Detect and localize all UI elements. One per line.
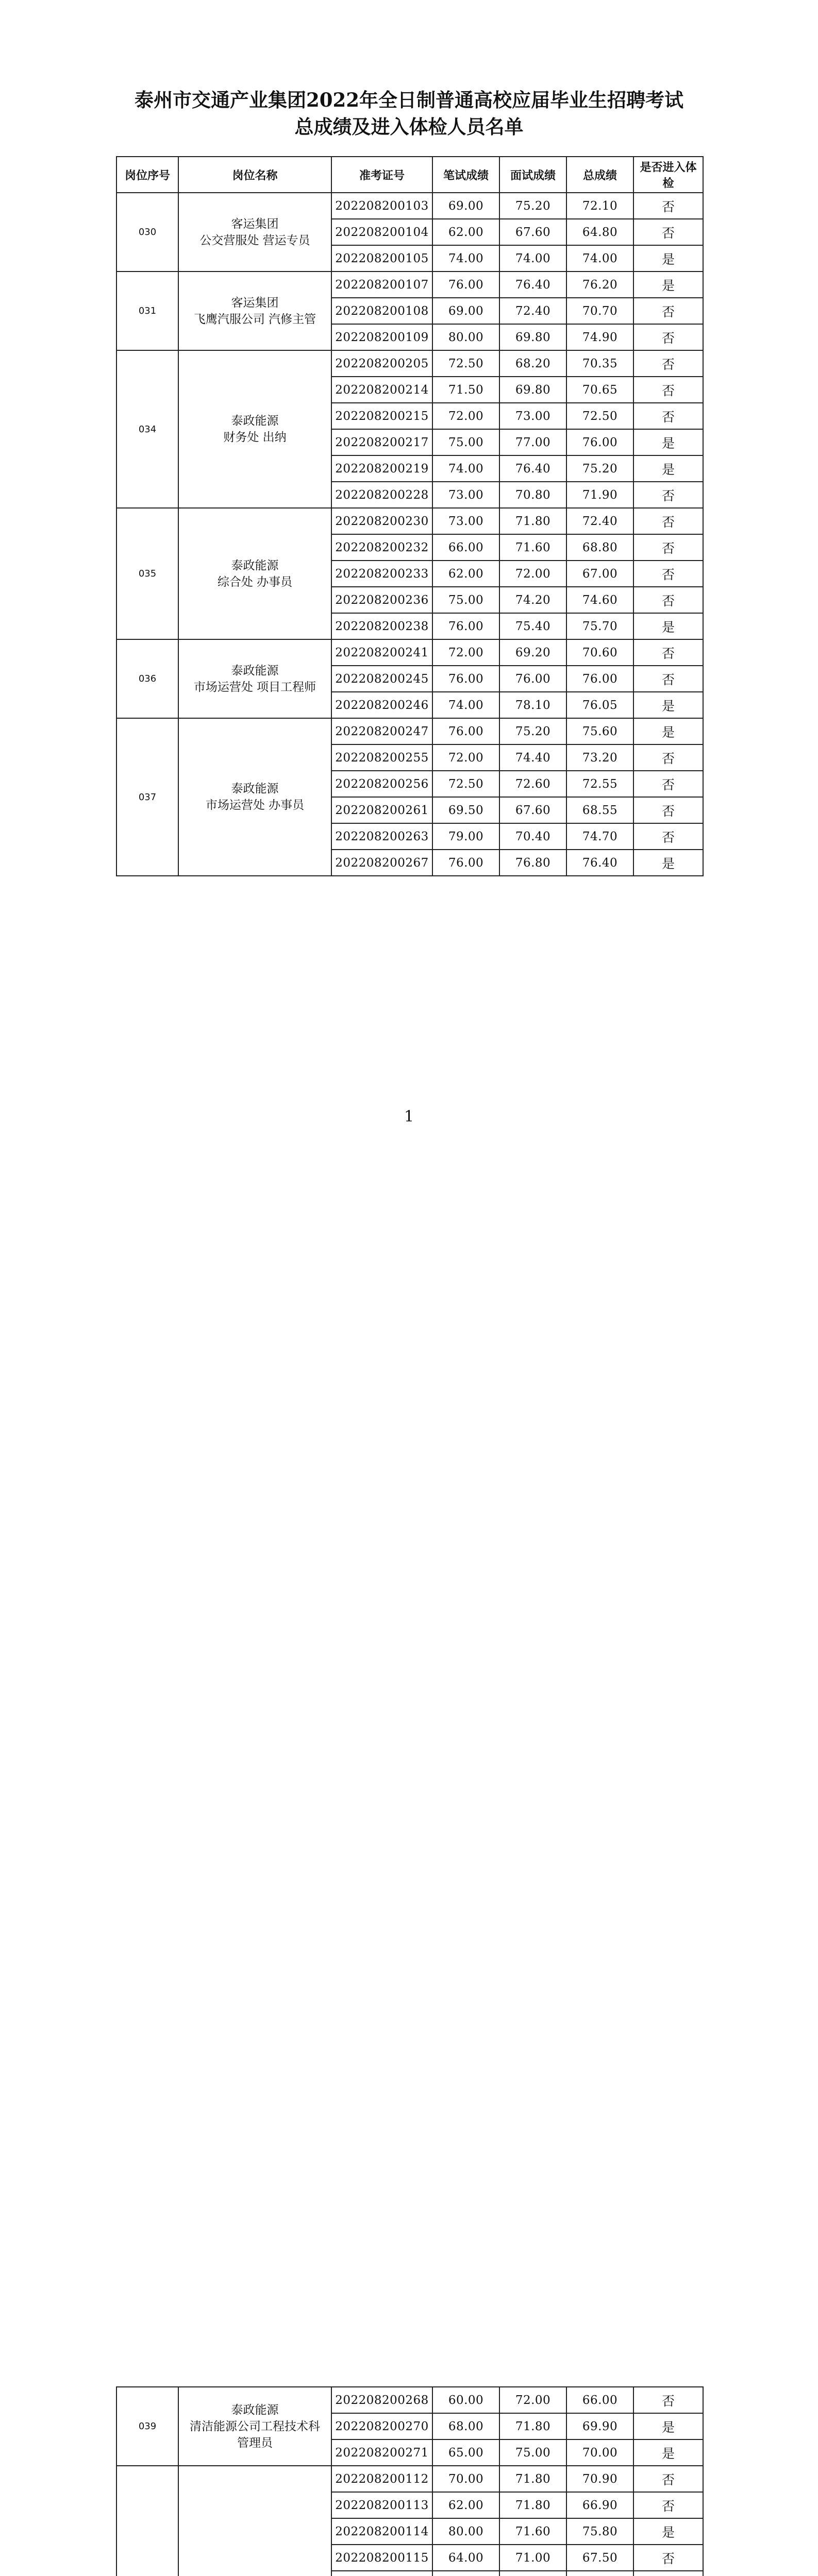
document-page-1	[0, 0, 818, 1157]
total-score: 74.70	[566, 823, 633, 850]
exam-id	[331, 2571, 432, 2576]
medical-check-status: 是	[633, 455, 703, 482]
written-score: 69.50	[432, 797, 499, 823]
header-position-name: 岗位名称	[178, 157, 331, 193]
written-score: 76.00	[432, 272, 499, 298]
written-score: 76.00	[432, 718, 499, 744]
medical-check-status: 否	[633, 219, 703, 245]
written-score: 68.00	[432, 2413, 499, 2439]
total-score: 68.55	[566, 797, 633, 823]
header-written-score: 笔试成绩	[432, 157, 499, 193]
position-number: 035	[116, 508, 178, 639]
total-score: 76.00	[566, 666, 633, 692]
medical-check-status: 是	[633, 2413, 703, 2439]
position-name-line: 泰政能源	[231, 664, 279, 677]
medical-check-status: 否	[633, 403, 703, 429]
medical-check-status: 否	[633, 771, 703, 797]
total-score: 76.00	[566, 429, 633, 455]
interview-score: 75.00	[499, 2439, 566, 2466]
header-total-score: 总成绩	[566, 157, 633, 193]
interview-score: 71.80	[499, 508, 566, 534]
interview-score: 71.80	[499, 2466, 566, 2492]
interview-score: 68.20	[499, 350, 566, 377]
total-score: 66.00	[566, 2387, 633, 2413]
total-score: 75.20	[566, 455, 633, 482]
total-score: 75.60	[566, 718, 633, 744]
position-name	[178, 350, 331, 508]
interview-score: 71.80	[499, 2413, 566, 2439]
position-name-line: 市场运营处 办事员	[205, 799, 305, 812]
exam-id: 202208200205	[331, 350, 432, 377]
written-score: 73.00	[432, 508, 499, 534]
interview-score: 70.80	[499, 482, 566, 508]
exam-id: 202208200247	[331, 718, 432, 744]
total-score: 70.70	[566, 298, 633, 324]
position-name-line: 综合处 办事员	[217, 575, 293, 589]
written-score: 72.50	[432, 350, 499, 377]
position-name-line: 财务处 出纳	[223, 431, 287, 444]
interview-score: 76.80	[499, 850, 566, 876]
total-score: 70.65	[566, 377, 633, 403]
medical-check-status: 是	[633, 850, 703, 876]
position-name	[178, 718, 331, 876]
medical-check-status: 否	[633, 823, 703, 850]
medical-check-status: 否	[633, 350, 703, 377]
interview-score: 75.20	[499, 718, 566, 744]
medical-check-status: 是	[633, 613, 703, 639]
header-medical-check: 是否进入体检	[633, 157, 703, 193]
table-header-row	[116, 157, 703, 193]
exam-id: 202208200104	[331, 219, 432, 245]
total-score: 72.10	[566, 193, 633, 219]
written-score: 74.00	[432, 245, 499, 272]
total-score: 74.00	[566, 245, 633, 272]
position-name-line: 泰政能源	[231, 2403, 279, 2417]
total-score: 76.05	[566, 692, 633, 718]
written-score: 72.00	[432, 403, 499, 429]
exam-id: 202208200233	[331, 561, 432, 587]
position-number: 030	[116, 193, 178, 272]
position-name	[178, 2466, 331, 2576]
total-score: 72.50	[566, 403, 633, 429]
position-name-line: 客运集团	[231, 296, 279, 310]
medical-check-status: 否	[633, 587, 703, 613]
exam-id: 202208200105	[331, 245, 432, 272]
written-score: 76.00	[432, 666, 499, 692]
exam-id: 202208200232	[331, 534, 432, 561]
document-title-line-2: 总成绩及进入体检人员名单	[294, 115, 524, 138]
medical-check-status: 否	[633, 797, 703, 823]
interview-score: 74.40	[499, 744, 566, 771]
document-page-2	[0, 1157, 818, 2566]
interview-score: 71.60	[499, 2518, 566, 2545]
written-score: 65.00	[432, 2439, 499, 2466]
interview-score: 67.60	[499, 219, 566, 245]
medical-check-status: 是	[633, 245, 703, 272]
written-score: 74.00	[432, 455, 499, 482]
interview-score: 72.00	[499, 561, 566, 587]
interview-score	[499, 2571, 566, 2576]
position-name	[178, 639, 331, 718]
written-score: 72.50	[432, 771, 499, 797]
written-score: 66.00	[432, 534, 499, 561]
interview-score: 67.60	[499, 797, 566, 823]
medical-check-status: 否	[633, 2545, 703, 2571]
exam-id: 202208200263	[331, 823, 432, 850]
written-score: 62.00	[432, 219, 499, 245]
interview-score: 71.00	[499, 2545, 566, 2571]
position-name-line: 清洁能源公司工程技术科	[190, 2419, 320, 2433]
total-score: 69.90	[566, 2413, 633, 2439]
medical-check-status: 是	[633, 2439, 703, 2466]
written-score: 70.00	[432, 2466, 499, 2492]
medical-check-status: 否	[633, 744, 703, 771]
written-score: 75.00	[432, 429, 499, 455]
written-score: 72.00	[432, 639, 499, 666]
table-row	[116, 2466, 703, 2492]
medical-check-status: 否	[633, 482, 703, 508]
medical-check-status: 是	[633, 2518, 703, 2545]
table-row	[116, 639, 703, 666]
medical-check-status: 否	[633, 561, 703, 587]
interview-score: 76.40	[499, 272, 566, 298]
written-score: 79.00	[432, 823, 499, 850]
exam-id: 202208200113	[331, 2492, 432, 2518]
exam-id: 202208200228	[331, 482, 432, 508]
exam-id: 202208200214	[331, 377, 432, 403]
exam-id: 202208200271	[331, 2439, 432, 2466]
written-score: 64.00	[432, 2545, 499, 2571]
header-position-no: 岗位序号	[116, 157, 178, 193]
total-score: 70.90	[566, 2466, 633, 2492]
total-score: 70.00	[566, 2439, 633, 2466]
table-body-page-1	[116, 193, 703, 876]
position-name-line: 管理员	[237, 2436, 273, 2450]
exam-id: 202208200256	[331, 771, 432, 797]
position-name-line: 公交营服处 营运专员	[199, 233, 310, 247]
interview-score: 76.00	[499, 666, 566, 692]
interview-score: 69.80	[499, 324, 566, 350]
medical-check-status: 是	[633, 718, 703, 744]
exam-id: 202208200108	[331, 298, 432, 324]
table-row	[116, 718, 703, 744]
written-score: 73.00	[432, 482, 499, 508]
medical-check-status: 是	[633, 692, 703, 718]
medical-check-status: 否	[633, 639, 703, 666]
total-score: 72.55	[566, 771, 633, 797]
interview-score: 74.20	[499, 587, 566, 613]
exam-id: 202208200230	[331, 508, 432, 534]
position-name	[178, 272, 331, 350]
exam-id: 202208200238	[331, 613, 432, 639]
interview-score: 71.80	[499, 2492, 566, 2518]
table-row	[116, 350, 703, 377]
interview-score: 72.40	[499, 298, 566, 324]
written-score	[432, 2571, 499, 2576]
exam-id: 202208200114	[331, 2518, 432, 2545]
exam-id: 202208200245	[331, 666, 432, 692]
medical-check-status	[633, 2571, 703, 2576]
total-score: 68.80	[566, 534, 633, 561]
table-body-page-2	[116, 2387, 703, 2576]
written-score: 62.00	[432, 561, 499, 587]
total-score: 70.60	[566, 639, 633, 666]
exam-id: 202208200255	[331, 744, 432, 771]
exam-id: 202208200236	[331, 587, 432, 613]
medical-check-status: 是	[633, 429, 703, 455]
position-name-line: 泰政能源	[231, 414, 279, 428]
written-score: 69.00	[432, 298, 499, 324]
medical-check-status: 否	[633, 508, 703, 534]
written-score: 75.00	[432, 587, 499, 613]
exam-id: 202208200219	[331, 455, 432, 482]
exam-id: 202208200215	[331, 403, 432, 429]
written-score: 80.00	[432, 324, 499, 350]
interview-score: 69.20	[499, 639, 566, 666]
exam-id: 202208200268	[331, 2387, 432, 2413]
header-exam-id: 准考证号	[331, 157, 432, 193]
interview-score: 71.60	[499, 534, 566, 561]
table-row	[116, 2387, 703, 2413]
interview-score: 76.40	[499, 455, 566, 482]
medical-check-status: 否	[633, 666, 703, 692]
total-score: 75.70	[566, 613, 633, 639]
header-interview-score: 面试成绩	[499, 157, 566, 193]
exam-id: 202208200267	[331, 850, 432, 876]
written-score: 72.00	[432, 744, 499, 771]
position-number: 031	[116, 272, 178, 350]
position-name	[178, 193, 331, 272]
written-score: 60.00	[432, 2387, 499, 2413]
total-score: 74.90	[566, 324, 633, 350]
interview-score: 72.60	[499, 771, 566, 797]
written-score: 74.00	[432, 692, 499, 718]
interview-score: 70.40	[499, 823, 566, 850]
position-number: 036	[116, 639, 178, 718]
total-score: 67.00	[566, 561, 633, 587]
exam-id: 202208200109	[331, 324, 432, 350]
position-name-line: 飞鹰汽服公司 汽修主管	[193, 312, 316, 326]
total-score: 66.90	[566, 2492, 633, 2518]
written-score: 69.00	[432, 193, 499, 219]
total-score: 76.20	[566, 272, 633, 298]
position-name	[178, 508, 331, 639]
interview-score: 72.00	[499, 2387, 566, 2413]
position-name-line: 市场运营处 项目工程师	[193, 680, 316, 694]
total-score: 71.90	[566, 482, 633, 508]
position-name	[178, 2387, 331, 2466]
total-score: 73.20	[566, 744, 633, 771]
interview-score: 77.00	[499, 429, 566, 455]
interview-score: 73.00	[499, 403, 566, 429]
total-score: 72.40	[566, 508, 633, 534]
position-number	[116, 2466, 178, 2576]
page-number-1: 1	[404, 1108, 414, 1126]
interview-score: 69.80	[499, 377, 566, 403]
medical-check-status: 否	[633, 534, 703, 561]
medical-check-status: 否	[633, 298, 703, 324]
exam-id: 202208200107	[331, 272, 432, 298]
table-row	[116, 272, 703, 298]
written-score: 80.00	[432, 2518, 499, 2545]
medical-check-status: 否	[633, 377, 703, 403]
exam-id: 202208200270	[331, 2413, 432, 2439]
medical-check-status: 否	[633, 193, 703, 219]
written-score: 71.50	[432, 377, 499, 403]
exam-id: 202208200241	[331, 639, 432, 666]
total-score: 64.80	[566, 219, 633, 245]
total-score	[566, 2571, 633, 2576]
total-score: 74.60	[566, 587, 633, 613]
medical-check-status: 否	[633, 2387, 703, 2413]
medical-check-status: 否	[633, 2466, 703, 2492]
written-score: 76.00	[432, 850, 499, 876]
written-score: 76.00	[432, 613, 499, 639]
exam-id: 202208200115	[331, 2545, 432, 2571]
interview-score: 74.00	[499, 245, 566, 272]
interview-score: 75.20	[499, 193, 566, 219]
position-number: 037	[116, 718, 178, 876]
total-score: 70.35	[566, 350, 633, 377]
position-number: 039	[116, 2387, 178, 2466]
position-name-line: 泰政能源	[231, 782, 279, 795]
exam-id: 202208200103	[331, 193, 432, 219]
total-score: 76.40	[566, 850, 633, 876]
total-score: 67.50	[566, 2545, 633, 2571]
position-name-line: 客运集团	[231, 217, 279, 231]
interview-score: 78.10	[499, 692, 566, 718]
total-score: 75.80	[566, 2518, 633, 2545]
medical-check-status: 否	[633, 2492, 703, 2518]
exam-id: 202208200112	[331, 2466, 432, 2492]
medical-check-status: 否	[633, 324, 703, 350]
exam-id: 202208200217	[331, 429, 432, 455]
written-score: 62.00	[432, 2492, 499, 2518]
medical-check-status: 是	[633, 272, 703, 298]
exam-id: 202208200246	[331, 692, 432, 718]
exam-id: 202208200261	[331, 797, 432, 823]
results-table-page-1	[116, 156, 704, 876]
results-table-page-2	[116, 2386, 704, 2576]
position-name-line: 泰政能源	[231, 558, 279, 572]
table-row	[116, 508, 703, 534]
position-number: 034	[116, 350, 178, 508]
interview-score: 75.40	[499, 613, 566, 639]
table-row	[116, 193, 703, 219]
document-title-line-1: 泰州市交通产业集团2022年全日制普通高校应届毕业生招聘考试	[135, 89, 683, 111]
